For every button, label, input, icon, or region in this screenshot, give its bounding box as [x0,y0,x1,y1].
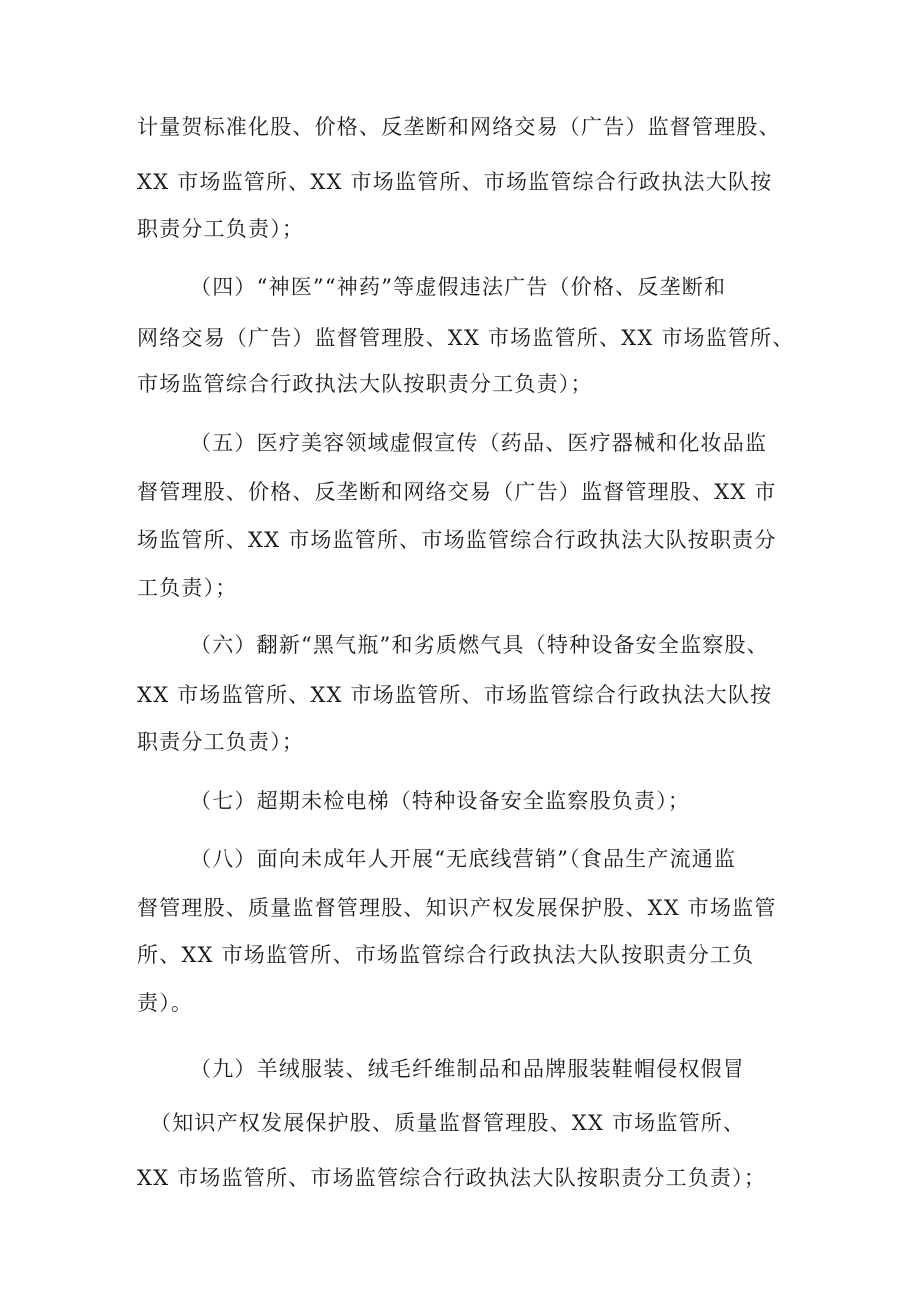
text-line: 场监管所、XX 市场监管所、市场监管综合行政执法大队按职责分 [137,528,777,552]
text-line: 职责分工负责）； [137,217,305,241]
text-line: XX 市场监管所、市场监管综合行政执法大队按职责分工负责）； [137,1166,767,1190]
text-line: 督管理股、价格、反垄断和网络交易（广告）监督管理股、XX 市 [137,480,777,504]
text-line: （知识产权发展保护股、质量监督管理股、XX 市场监管所、 [150,1111,746,1135]
text-line: 职责分工负责）； [137,730,305,754]
text-line: 市场监管综合行政执法大队按职责分工负责）； [137,372,593,396]
text-line: XX 市场监管所、XX 市场监管所、市场监管综合行政执法大队按 [137,170,773,194]
text-line: XX 市场监管所、XX 市场监管所、市场监管综合行政执法大队按 [137,683,773,707]
text-line: 工负责）； [137,576,238,600]
text-line: 督管理股、质量监督管理股、知识产权发展保护股、XX 市场监管 [137,896,777,920]
text-line: （九）羊绒服装、绒毛纤维制品和品牌服装鞋帽侵权假冒 [190,1057,745,1081]
text-line: 网络交易（广告）监督管理股、XX 市场监管所、XX 市场监管所、 [137,326,795,350]
text-line: 责）。 [137,991,194,1015]
text-line: （七）超期未检电梯（特种设备安全监察股负责）； [190,789,691,813]
text-line: 计量贺标准化股、价格、反垄断和网络交易（广告）监督管理股、 [137,115,781,139]
text-line: （五）医疗美容领域虚假宣传（药品、医疗器械和化妆品监 [190,431,768,455]
text-line: （六）翻新“黑气瓶”和劣质燃气具（特种设备安全监察股、 [190,633,769,657]
text-line: （八）面向未成年人开展“无底线营销”（食品生产流通监 [190,847,737,871]
text-line: 所、XX 市场监管所、市场监管综合行政执法大队按职责分工负 [137,943,755,967]
text-line: （四）“神医”“神药”等虚假违法广告（价格、反垄断和 [190,275,727,299]
